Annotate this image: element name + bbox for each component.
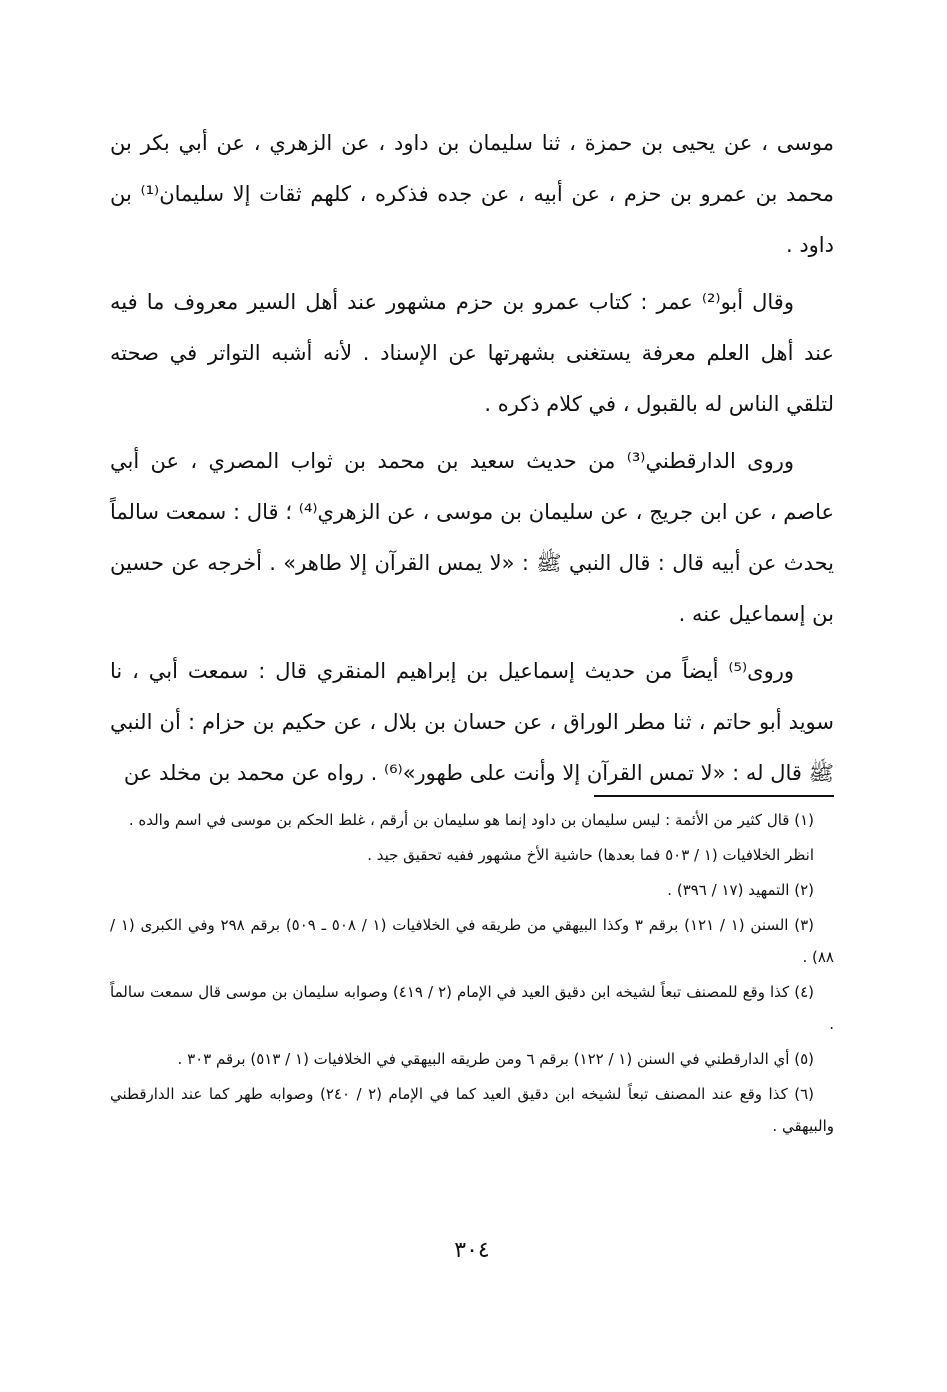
paragraph-1: موسى ، عن يحيى بن حمزة ، ثنا سليمان بن داود ، عن الزهري ، عن أبي بكر بن محمد بن عمرو بن حزم ، عن أبيه ، عن جده فذكره ، كلهم ثقات إلا سليمان⁽¹⁾ بن داود . [110,131,834,257]
page-number: ٣٠٤ [454,1238,490,1263]
paragraph-2: وقال أبو⁽²⁾ عمر : كتاب عمرو بن حزم مشهور عند أهل السير معروف ما فيه عند أهل العلم معرفة يستغنى بشهرتها عن الإسناد . لأنه أشبه التواتر في صحته لتلقي الناس له بالقبول ، في كلام ذكره . [110,290,834,416]
footnote-1: (١) قال كثير من الأئمة : ليس سليمان بن داود إنما هو سليمان بن أرقم ، غلط الحكم بن موسى في اسم والده . [128,811,814,829]
footnote-5: (٥) أي الدارقطني في السنن (١ / ١٢٢) برقم ٦ ومن طريقه البيهقي في الخلافيات (١ / ٥١٣) برقم ٣٠٣ . [177,1050,814,1068]
footnote-4: (٤) كذا وقع للمصنف تبعاً لشيخه ابن دقيق العيد في الإمام (٢ / ٤١٩) وصوابه سليمان بن موسى قال سمعت سالماً . [110,983,834,1033]
footnote-6: (٦) كذا وقع عند المصنف تبعاً لشيخه ابن دقيق العيد كما في الإمام (٢ / ٢٤٠) وصوابه طهر كما عند الدارقطني والبيهقي . [110,1085,834,1135]
footnote-separator [594,795,834,797]
paragraph-3: وروى الدارقطني⁽³⁾ من حديث سعيد بن محمد بن ثواب المصري ، عن أبي عاصم ، عن ابن جريج ، عن سليمان بن موسى ، عن الزهري⁽⁴⁾ ؛ قال : سمعت سالماً يحدث عن أبيه قال : قال النبي ﷺ : «لا يمس القرآن إلا طاهر» . أخرجه عن حسين بن إسماعيل عنه . [110,449,834,626]
footnote-3: (٣) السنن (١ / ١٢١) برقم ٣ وكذا البيهقي من طريقه في الخلافيات (١ / ٥٠٨ ـ ٥٠٩) برقم ٢٩٨ وفي الكبرى (١ / ٨٨) . [110,916,834,966]
footnote-2: (٢) التمهيد (١٧ / ٣٩٦) . [667,881,814,899]
main-text [110,118,834,805]
paragraph-4: وروى⁽⁵⁾ أيضاً من حديث إسماعيل بن إبراهيم المنقري قال : سمعت أبي ، نا سويد أبو حاتم ، ثنا مطر الوراق ، عن حسان بن بلال ، عن حكيم بن حزام : أن النبي ﷺ قال له : «لا تمس القرآن إلا وأنت على طهور»⁽⁶⁾ . رواه عن محمد بن مخلد عن [110,659,834,785]
footnotes [110,804,834,1145]
footnote-1-continued: انظر الخلافيات (١ / ٥٠٣ فما بعدها) حاشية الأخ مشهور ففيه تحقيق جيد . [367,846,814,864]
